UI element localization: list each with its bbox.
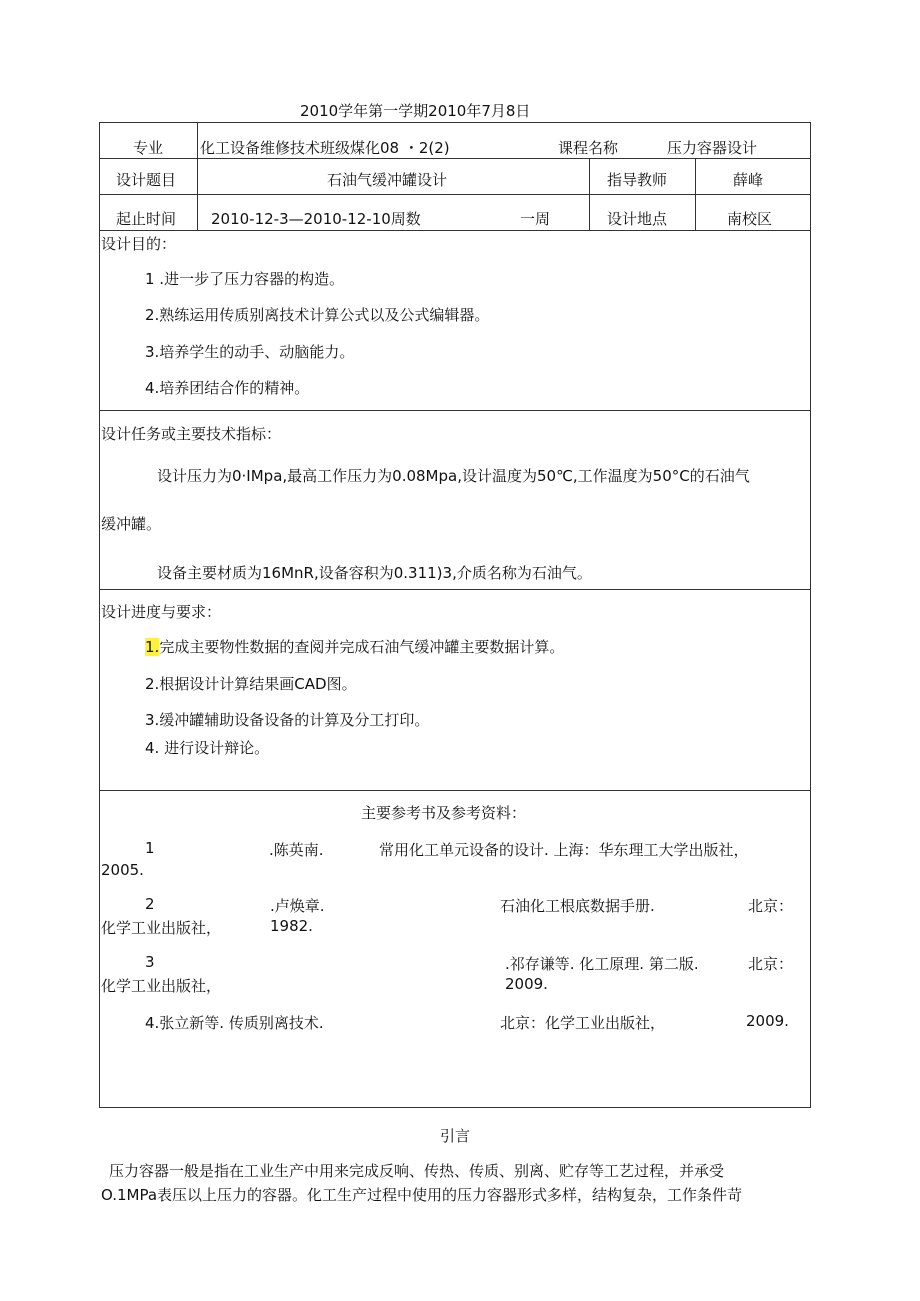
ref-author: .陈英南. bbox=[269, 841, 324, 859]
table-rule bbox=[695, 158, 696, 230]
ref-title: 常用化工单元设备的设计. 上海：华东理工大学出版社， bbox=[379, 841, 749, 859]
table-rule bbox=[99, 194, 811, 195]
ref-author: .卢焕章. bbox=[270, 897, 325, 915]
topic-label: 设计题目 bbox=[116, 171, 177, 189]
page-header: 2010学年第一学期2010年7月8日 bbox=[300, 102, 531, 120]
ref-publisher: 化学工业出版社， bbox=[101, 919, 222, 937]
location-value: 南校区 bbox=[727, 210, 773, 228]
table-rule bbox=[589, 158, 590, 230]
table-rule bbox=[99, 410, 811, 411]
progress-item: 4. 进行设计辩论。 bbox=[145, 739, 270, 757]
advisor-value: 薛峰 bbox=[733, 171, 764, 189]
purpose-title: 设计目的： bbox=[101, 235, 177, 253]
ref-city: 北京： bbox=[748, 955, 794, 973]
topic-value: 石油气缓冲罐设计 bbox=[327, 171, 448, 189]
intro-line: 压力容器一般是指在工业生产中用来完成反响、传热、传质、别离、贮存等工艺过程，并承受 bbox=[109, 1162, 725, 1180]
table-rule bbox=[99, 230, 811, 231]
progress-item: 3.缓冲罐辅助设备设备的计算及分工打印。 bbox=[145, 711, 430, 729]
purpose-item: 3.培养学生的动手、动脑能力。 bbox=[145, 343, 355, 361]
course-value: 压力容器设计 bbox=[667, 139, 758, 157]
purpose-item: 2.熟练运用传质别离技术计算公式以及公式编辑器。 bbox=[145, 306, 490, 324]
purpose-item: 4.培养团结合作的精神。 bbox=[145, 379, 310, 397]
ref-year: 2009. bbox=[505, 975, 548, 993]
ref-publisher: 北京：化学工业出版社， bbox=[500, 1014, 666, 1032]
location-label: 设计地点 bbox=[607, 210, 668, 228]
major-label: 专业 bbox=[133, 139, 164, 157]
weeks-value: 一周 bbox=[520, 210, 551, 228]
ref-author: .祁存谦等. 化工原理. 第二版. bbox=[505, 955, 699, 973]
ref-number: 3 bbox=[145, 953, 155, 971]
table-rule bbox=[99, 589, 811, 590]
progress-item: 2.根据设计计算结果画CAD图。 bbox=[145, 675, 357, 693]
ref-year: 2009. bbox=[746, 1012, 789, 1030]
task-line: 设计压力为0·IMpa,最高工作压力为0.08Mpa,设计温度为50℃,工作温度为50°C的石油气 bbox=[157, 467, 750, 485]
table-rule bbox=[99, 790, 811, 791]
progress-item-text: 完成主要物性数据的查阅并完成石油气缓冲罐主要数据计算。 bbox=[159, 638, 565, 656]
refs-title: 主要参考书及参考资料： bbox=[361, 804, 527, 822]
task-title: 设计任务或主要技术指标： bbox=[101, 425, 282, 443]
ref-entry: 4.张立新等. 传质别离技术. bbox=[145, 1014, 324, 1032]
purpose-item: 1 .进一步了压力容器的构造。 bbox=[145, 270, 345, 288]
task-line: 设备主要材质为16MnR,设备容积为0.311)3,介质名称为石油气。 bbox=[157, 564, 592, 582]
ref-publisher: 化学工业出版社， bbox=[101, 977, 222, 995]
ref-title: 石油化工根底数据手册. bbox=[500, 897, 655, 915]
table-rule bbox=[197, 122, 198, 230]
task-line: 缓冲罐。 bbox=[101, 515, 162, 533]
progress-title: 设计进度与要求： bbox=[101, 603, 222, 621]
ref-city: 北京： bbox=[748, 897, 794, 915]
intro-line: O.1MPa表压以上压力的容器。化工生产过程中使用的压力容器形式多样，结构复杂，工作条件苛 bbox=[101, 1186, 743, 1204]
period-label: 起止时间 bbox=[116, 210, 177, 228]
major-value: 化工设备维修技术班级煤化08 ・2(2) bbox=[200, 139, 450, 157]
table-rule bbox=[99, 158, 811, 159]
ref-number: 1 bbox=[145, 839, 155, 857]
intro-title: 引言 bbox=[440, 1127, 471, 1145]
progress-item-number: 1. bbox=[145, 638, 160, 656]
ref-year: 1982. bbox=[270, 917, 313, 935]
period-value: 2010-12-3—2010-12-10周数 bbox=[211, 210, 421, 228]
ref-number: 2 bbox=[145, 895, 155, 913]
course-label: 课程名称 bbox=[558, 139, 619, 157]
ref-year: 2005. bbox=[101, 861, 144, 879]
progress-item bbox=[145, 636, 564, 657]
advisor-label: 指导教师 bbox=[607, 171, 668, 189]
